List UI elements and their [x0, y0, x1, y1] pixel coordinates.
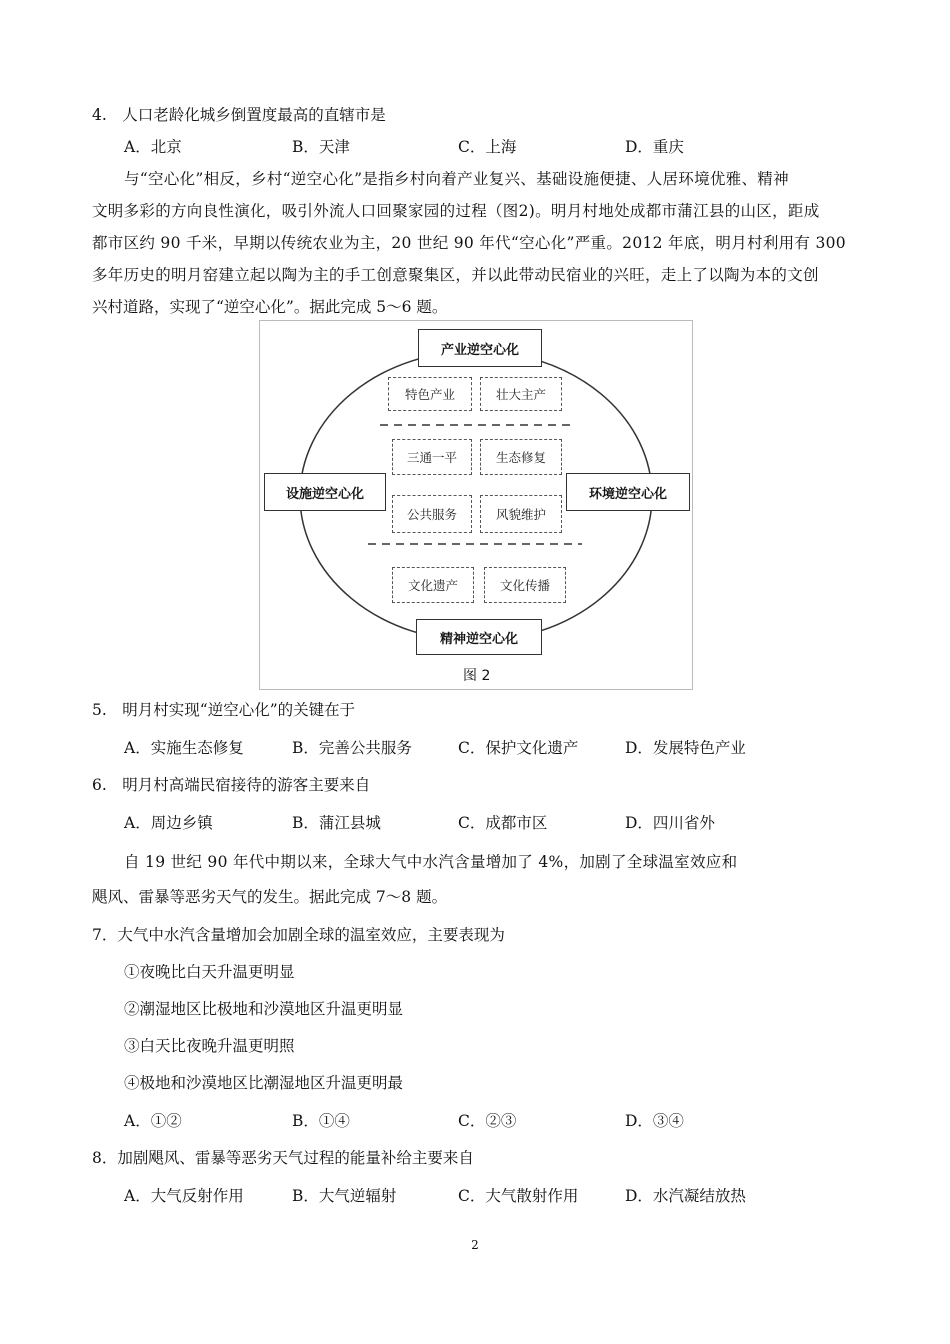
q5-option-d: D．发展特色产业: [625, 739, 746, 757]
q8-option-d: D．水汽凝结放热: [625, 1187, 746, 1205]
q7-option-b: B．①④: [292, 1112, 350, 1130]
q8-option-b: B．大气逆辐射: [292, 1187, 397, 1205]
q4-option-b: B．天津: [292, 138, 350, 156]
q7-option-c: C．②③: [458, 1112, 517, 1130]
figure-label-facility: 设施逆空心化: [264, 473, 386, 511]
q7-option-a: A．①②: [124, 1112, 182, 1130]
passage1-line-1: 与“空心化”相反，乡村“逆空心化”是指乡村向着产业复兴、基础设施便捷、人居环境优雅、精神: [124, 170, 789, 188]
q6-option-b: B．蒲江县城: [292, 814, 381, 832]
figure-item-eco-restore: 生态修复: [480, 439, 562, 475]
passage2-line-2: 飓风、雷暴等恶劣天气的发生。据此完成 7～8 题。: [92, 888, 448, 906]
figure-item-culture-spread: 文化传播: [484, 567, 566, 603]
figure-item-culture-heritage: 文化遗产: [392, 567, 474, 603]
q4-option-d: D．重庆: [625, 138, 684, 156]
q4-option-c: C．上海: [458, 138, 517, 156]
q7-statement-2: ②潮湿地区比极地和沙漠地区升温更明显: [124, 1000, 404, 1018]
q7-statement-1: ①夜晚比白天升温更明显: [124, 963, 295, 981]
q6-option-c: C．成都市区: [458, 814, 548, 832]
q4-option-a: A．北京: [124, 138, 182, 156]
q8-option-a: A．大气反射作用: [124, 1187, 244, 1205]
q5-stem: 5. 明月村实现“逆空心化”的关键在于: [92, 701, 356, 719]
figure-item-special-industry: 特色产业: [388, 377, 472, 411]
q7-statement-3: ③白天比夜晚升温更明照: [124, 1037, 295, 1055]
passage1-line-3: 都市区约 90 千米，早期以传统农业为主，20 世纪 90 年代“空心化”严重。2012 年底，明月村利用有 300: [92, 234, 846, 252]
figure-label-spirit: 精神逆空心化: [416, 619, 542, 655]
q6-stem: 6. 明月村高端民宿接待的游客主要来自: [92, 776, 371, 794]
figure-2: [259, 320, 693, 690]
q5-option-a: A．实施生态修复: [124, 739, 244, 757]
q5-option-c: C．保护文化遗产: [458, 739, 579, 757]
q7-stem: 7．大气中水汽含量增加会加剧全球的温室效应，主要表现为: [92, 926, 505, 944]
q4-stem: 4. 人口老龄化城乡倒置度最高的直辖市是: [92, 106, 386, 124]
passage1-line-4: 多年历史的明月窑建立起以陶为主的手工创意聚集区，并以此带动民宿业的兴旺，走上了以陶为本的文创: [92, 266, 819, 284]
figure-label-environment: 环境逆空心化: [566, 473, 690, 511]
q7-option-d: D．③④: [625, 1112, 684, 1130]
q7-statement-4: ④极地和沙漠地区比潮湿地区升温更明最: [124, 1074, 404, 1092]
passage1-line-2: 文明多彩的方向良性演化，吸引外流人口回聚家园的过程（图2)。明月村地处成都市蒲江县的山区，距成: [92, 202, 820, 220]
passage1-line-5: 兴村道路，实现了“逆空心化”。据此完成 5～6 题。: [92, 298, 448, 316]
q8-option-c: C．大气散射作用: [458, 1187, 579, 1205]
page-number: 2: [471, 1238, 479, 1252]
q8-stem: 8．加剧飓风、雷暴等恶劣天气过程的能量补给主要来自: [92, 1149, 474, 1167]
figure-item-public-service: 公共服务: [392, 495, 472, 533]
q6-option-d: D．四川省外: [625, 814, 715, 832]
q5-option-b: B．完善公共服务: [292, 739, 412, 757]
q6-option-a: A．周边乡镇: [124, 814, 213, 832]
figure-caption: 图 2: [463, 668, 491, 684]
figure-item-infrastructure: 三通一平: [392, 439, 472, 475]
figure-item-main-industry: 壮大主产: [480, 377, 562, 411]
passage2-line-1: 自 19 世纪 90 年代中期以来，全球大气中水汽含量增加了 4%，加剧了全球温室效应和: [124, 853, 738, 871]
figure-label-industry: 产业逆空心化: [418, 329, 542, 367]
figure-item-landscape: 风貌维护: [480, 495, 562, 533]
